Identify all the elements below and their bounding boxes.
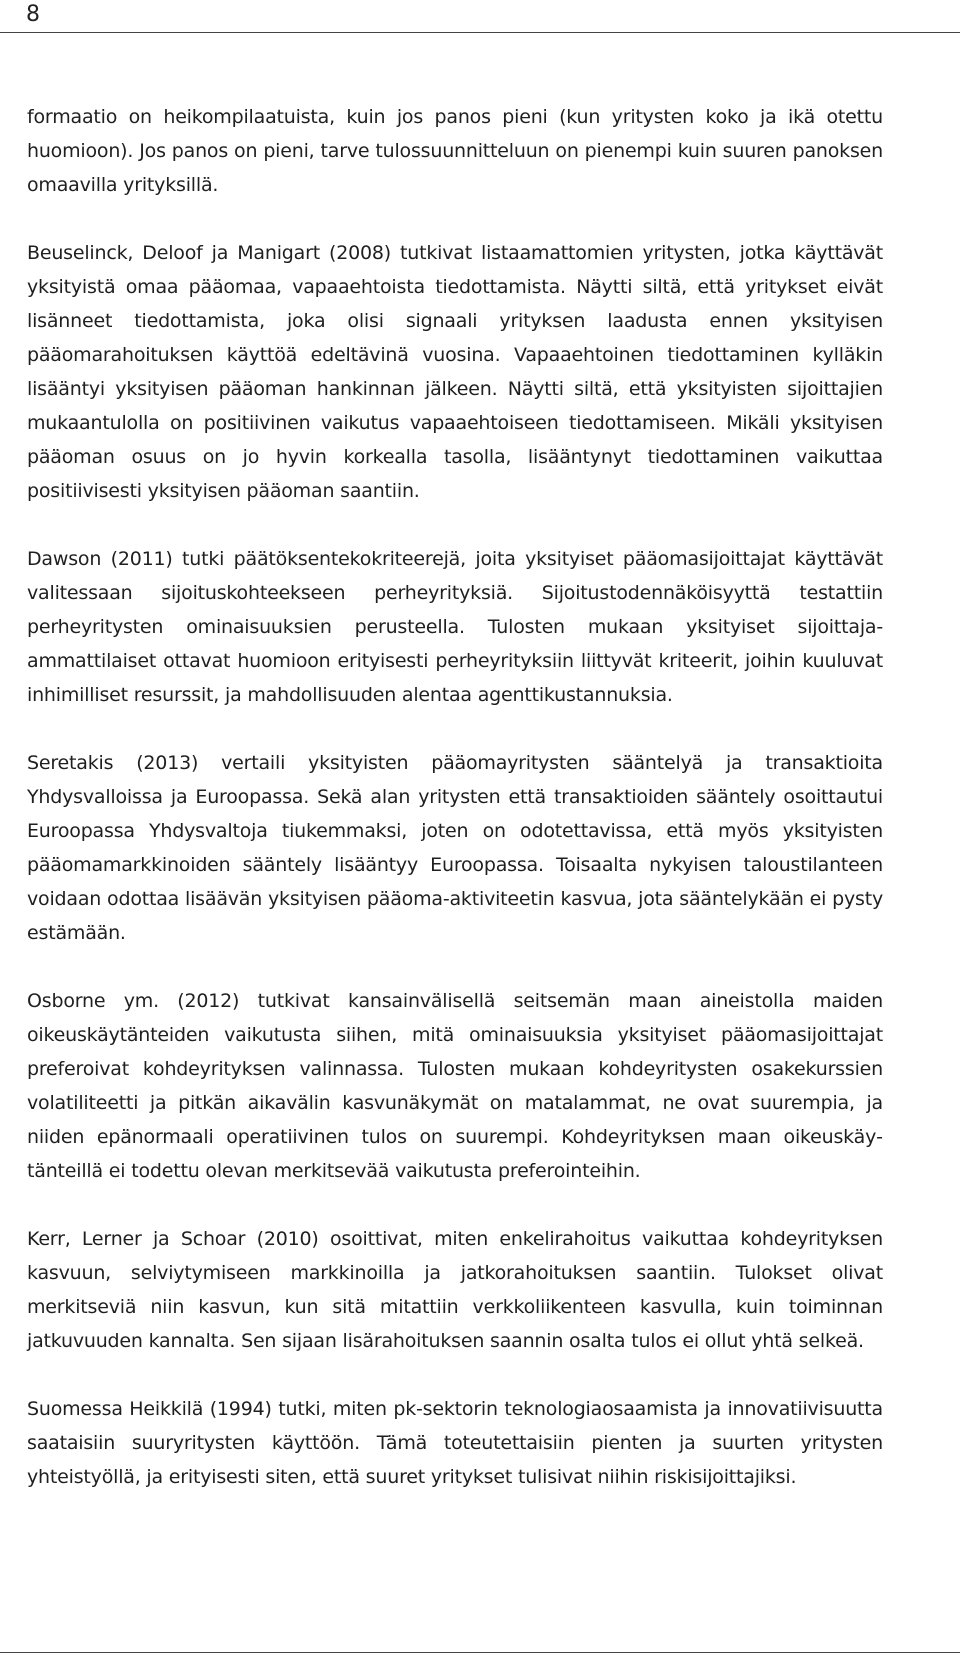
paragraph-dawson: Dawson (2011) tutki päätöksentekokriteerejä, joita yksityiset pääomasijoittajat käyttävät valitessaan sijoituskohteekseen perheyrityksiä. Sijoitustodennäköisyyttä testattiin perheyritysten ominaisuuksien perusteella. Tulosten mukaan yksityiset sijoittaja-ammattilaiset ottavat huomioon erityisesti perheyrityksiin liittyvät kriteerit, joihin kuuluvat inhimilliset resurssit, ja mahdollisuuden alentaa agenttikustannuksia. — [27, 548, 883, 706]
paragraph-beuselinck: Beuselinck, Deloof ja Manigart (2008) tutkivat listaamattomien yritysten, jotka käyttävät yksityistä omaa pääomaa, vapaaehtoista tiedottamista. Näytti siltä, että yritykset eivät lisänneet tiedottamista, joka olisi signaali yrityksen laadusta ennen yksityisen pääomarahoituksen käyttöä edeltävinä vuosina. Vapaaehtoinen tiedottaminen kylläkin lisääntyi yksityisen pääoman hankinnan jälkeen. Näytti siltä, että yksityisten sijoittajien mukaantulolla on positiivinen vaikutus vapaaehtoiseen tiedottamiseen. Mikäli yksityisen pääoman osuus on jo hyvin korkealla tasolla, lisääntynyt tiedottaminen vaikuttaa positiivisesti yksityisen pääoman saantiin. — [27, 242, 883, 502]
footer-divider — [0, 1652, 960, 1653]
body-text — [27, 100, 883, 1494]
paragraph-continuation: formaatio on heikompilaatuista, kuin jos panos pieni (kun yritysten koko ja ikä otettu huomioon). Jos panos on pieni, tarve tulossuunnitteluun on pienempi kuin suuren panoksen omaavilla yrityksillä. — [27, 106, 883, 196]
paragraph-kerr: Kerr, Lerner ja Schoar (2010) osoittivat, miten enkelirahoitus vaikuttaa kohdeyrityksen kasvuun, selviytymiseen markkinoilla ja jatkorahoituksen saantiin. Tulokset olivat merkitseviä niin kasvun, kun sitä mitattiin verkkoliikenteen kasvulla, kuin toiminnan jatkuvuuden kannalta. Sen sijaan lisärahoituksen saannin osalta tulos ei ollut yhtä selkeä. — [27, 1228, 883, 1352]
paragraph-seretakis: Seretakis (2013) vertaili yksityisten pääomayritysten sääntelyä ja transaktioita Yhdysvalloissa ja Euroopassa. Sekä alan yritysten että transaktioiden sääntely osoittautui Euroopassa Yhdysvaltoja tiukemmaksi, joten on odotettavissa, että myös yksityisten pääomamarkkinoiden sääntely lisääntyy Euroopassa. Toisaalta nykyisen taloustilanteen voidaan odottaa lisäävän yksityisen pääoma-aktiviteetin kasvua, jota sääntelykään ei pysty estämään. — [27, 752, 883, 944]
paragraph-heikkila: Suomessa Heikkilä (1994) tutki, miten pk-sektorin teknologiaosaamista ja innovatiivisuutta saataisiin suuryritysten käyttöön. Tämä toteutettaisiin pienten ja suurten yritysten yhteistyöllä, ja erityisesti siten, että suuret yritykset tulisivat niihin riskisijoittajiksi. — [27, 1398, 883, 1488]
page-number: 8 — [26, 2, 40, 27]
header-divider — [0, 32, 960, 33]
paragraph-osborne: Osborne ym. (2012) tutkivat kansainvälisellä seitsemän maan aineistolla maiden oikeuskäytänteiden vaikutusta siihen, mitä ominaisuuksia yksityiset pääomasijoittajat preferoivat kohdeyrityksen valinnassa. Tulosten mukaan kohdeyritysten osakekurssien volatiliteetti ja pitkän aikavälin kasvunäkymät on matalammat, ne ovat suurempia, ja niiden epänormaali operatiivinen tulos on suurempi. Kohdeyrityksen maan oikeuskäytänteillä ei todettu olevan merkitsevää vaikutusta preferointeihin. — [27, 990, 883, 1182]
